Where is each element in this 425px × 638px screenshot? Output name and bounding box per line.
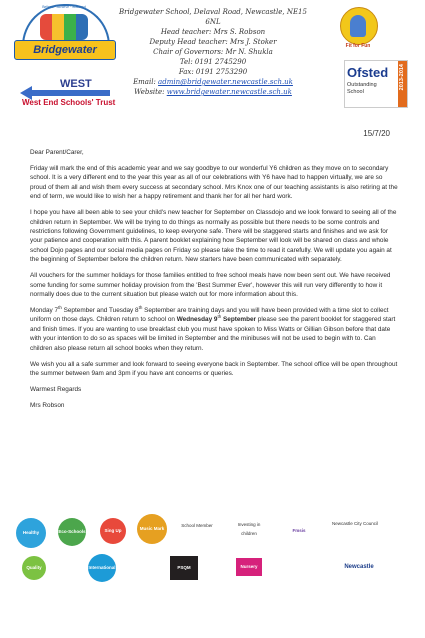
letter-body [30,148,398,417]
ofsted-title: Ofsted [347,65,389,80]
telephone-line: Tel: 0191 2745290 [179,58,247,66]
school-logo [14,4,114,66]
international-school-award-logo: International School Award [88,554,116,582]
text-run: Monday 7 [30,307,59,315]
paragraph-end-of-year: Friday will mark the end of this academic year and we say goodbye to our wonderful Y6 children as they move on to secondary school. It is a very different end to the year this year as all of our celebrations with Y6 have had to happen virtually, we are so proud of them all and wish them every success at secondary school. Mrs Knox one of our teaching assistants is also retiring at the end of term, we would like to wish her a happy retirement and thank her for all her hard work. [30,165,398,201]
address-line: Bridgewater School, Delaval Road, Newcastle, NE15 6NL [119,8,307,26]
website-line [118,87,308,97]
ofsted-rating [347,82,377,96]
ff-logo-text: Fit for Fun [345,43,371,49]
text-run: please see the parent booklet for staggered start and finish times. If you are wanting to use breakfast club you must have spoken to Miss Watts or Gillian Gibson before that date with your intention to do so as spaces will be limited in September and the minibuses will not be used to begin with to. Can children also please return all school books when they return. [30,316,396,352]
ofsted-badge [344,60,408,108]
music-mark-logo: Music Mark [137,514,167,544]
psqm-logo: PSQM [170,556,198,580]
trust-name: West End Schools' Trust [22,98,116,107]
fmsis-logo: Fmsis [292,528,306,533]
fit-for-fun-logo [340,7,376,55]
trust-word: WEST [60,78,92,90]
trust-logo [12,78,116,110]
chair-governors-line: Chair of Governors: Mr N. Shukla [153,48,273,56]
head-teacher-line: Head teacher: Mrs S. Robson [160,28,266,36]
newcastle-logo: Newcastle [344,564,374,570]
newcastle-city-council-logo: Newcastle City Council [331,521,378,526]
superscript: th [217,314,222,320]
paragraph-september-return: I hope you have all been able to see your child's new teacher for September on Classdojo and we look forward to seeing all of the children return in September. We will be trying to do things as normally as possible but there needs to be some controls and restrictions following Government guidelines, to keep everyone safe. There will be staggered starts and finishes and we ask for your patience and cooperation with this. A parent booklet explaining how September will look will be shared on class and whole school Dojo pages and our social media pages on Friday so please take the time to read it carefully. We will update you again at the beginning of September before the children return. New starters have been communicated with separately. [30,209,397,264]
bold-return-date: Wednesday 9 [176,316,218,324]
ofsted-years: 2013-2014 [399,64,405,91]
accreditation-logos [0,512,425,626]
ofsted-year-strip [398,61,407,107]
logo-banner: Bridgewater [14,40,116,60]
website-label: Website: [134,88,167,96]
school-address-block [118,7,308,97]
bold-return-month: September [223,316,257,324]
letter-date: 15/7/20 [363,129,390,138]
eco-schools-logo: Eco-Schools [58,518,86,546]
superscript: th [138,304,143,310]
signature: Mrs Robson [30,402,65,410]
sing-up-logo: Sing Up [100,518,126,544]
closing: Warmest Regards [30,386,82,394]
logo-children-graphic [40,14,88,40]
salutation: Dear Parent/Carer, [30,149,84,156]
superscript: th [58,304,62,310]
ff-logo-figure [350,15,366,37]
paragraph-summer-wishes: We wish you all a safe summer and look forward to seeing everyone back in September. The school office will be open throughout the summer between 9am and 3pm if you have ant concerns or queries. [30,360,398,378]
website-link[interactable]: www.bridgewater.newcastle.sch.uk [166,88,292,96]
text-run: September and Tuesday 8 [61,307,139,315]
logo-motto: Believe · Achieve · Succeed [42,5,86,9]
ofsted-rating-line-2: School [347,89,364,95]
nursery-world-awards-logo: Nursery World Awards [236,558,262,576]
text-run: September are training days and you will have been provided with a time slot to collect uniform on those days. Children return to school on [30,307,389,324]
deputy-head-line: Deputy Head teacher: Mrs J. Stoker [149,38,277,46]
email-link[interactable]: admin@bridgewater.newcastle.sch.uk [158,78,293,86]
arrow-bar [30,90,110,96]
fax-line: Fax: 0191 2753290 [178,68,248,76]
paragraph-summer-vouchers: All vouchers for the summer holidays for those families entitled to free school meals have now been sent out. We have received some funding for some summer holiday provision from the 'Best Summer Ever', however this will run very differently to how it normally does due to the current situation but please watch out for more information about this. [30,272,391,299]
paragraph-training-days [30,306,398,353]
email-label: Email: [133,78,159,86]
investing-in-children-logo: Investing in children [237,522,261,536]
school-member-logo: School Member [181,523,213,528]
quality-mark-logo: Quality Mark [22,556,46,580]
healthy-schools-logo: Healthy [16,518,46,548]
email-line [118,77,308,87]
ofsted-rating-line-1: Outstanding [347,82,377,88]
